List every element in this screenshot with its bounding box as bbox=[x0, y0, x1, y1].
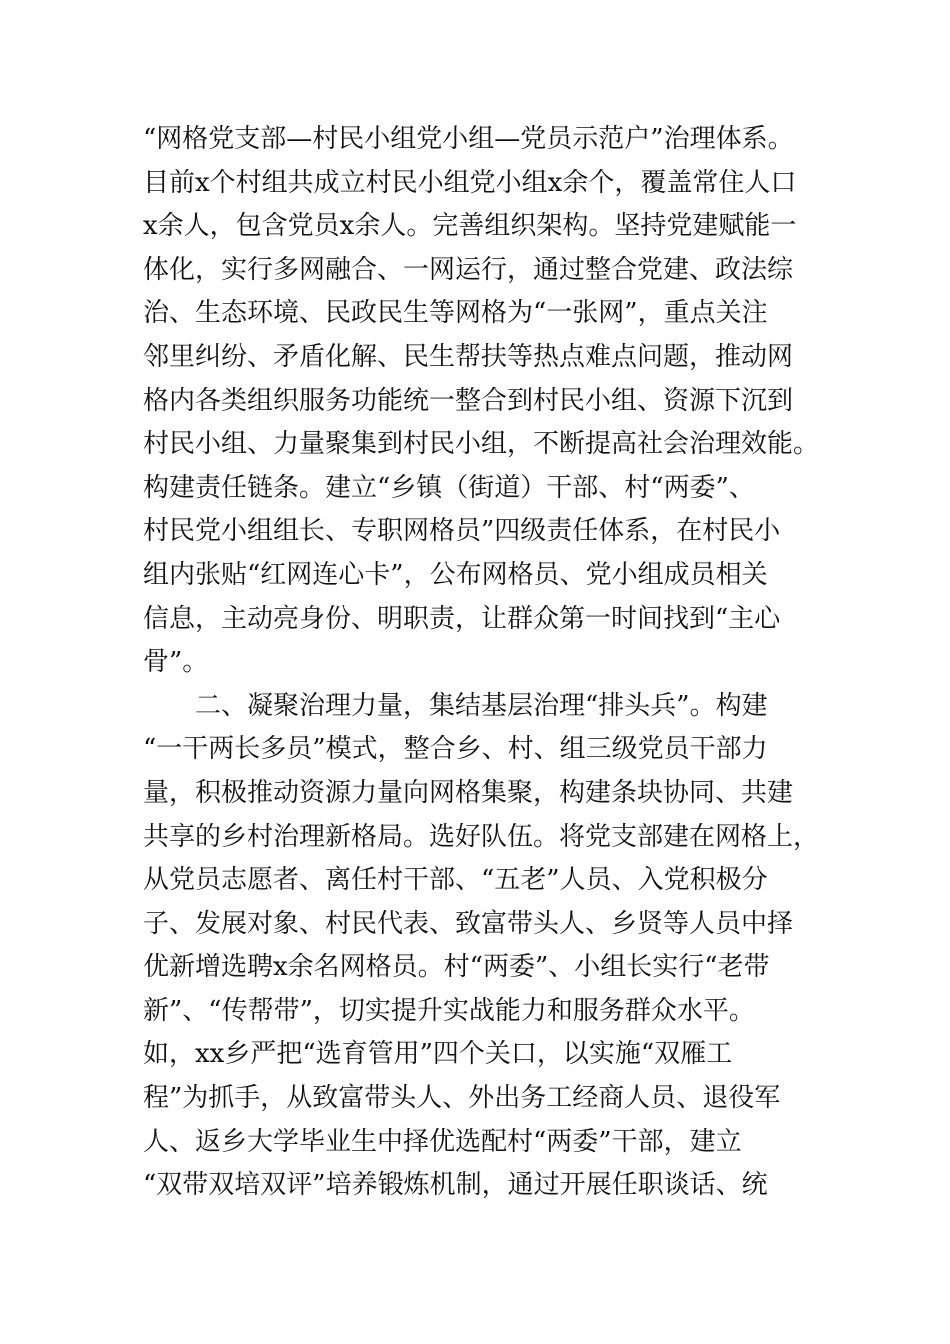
text-line: 组内张贴“红网连心卡”，公布网格员、党小组成员相关 bbox=[143, 559, 768, 590]
text-line: “一干两长多员”模式，整合乡、村、组三级党员干部力 bbox=[143, 734, 768, 765]
text-line: 如，xx乡严把“选育管用”四个关口，以实施“双雁工 bbox=[143, 1039, 733, 1070]
text-line: 量，积极推动资源力量向网格集聚，构建条块协同、共建 bbox=[143, 777, 794, 808]
text-line: 构建责任链条。建立“乡镇（街道）干部、村“两委”、 bbox=[143, 472, 755, 503]
text-line: 信息，主动亮身份、明职责，让群众第一时间找到“主心 bbox=[143, 603, 781, 634]
text-line: 体化，实行多网融合、一网运行，通过整合党建、政法综 bbox=[143, 254, 794, 285]
text-line: x余人，包含党员x余人。完善组织架构。坚持党建赋能一 bbox=[143, 211, 797, 242]
text-line: 从党员志愿者、离任村干部、“五老”人员、入党积极分 bbox=[143, 865, 768, 896]
text-line: 村民党小组组长、专职网格员”四级责任体系，在村民小 bbox=[143, 516, 781, 547]
text-line: 格内各类组织服务功能统一整合到村民小组、资源下沉到 bbox=[143, 385, 794, 416]
section-heading-line: 二、凝聚治理力量，集结基层治理“排头兵”。构建 bbox=[195, 690, 768, 721]
body-text bbox=[143, 118, 820, 1208]
text-line: 邻里纠纷、矛盾化解、民生帮扶等热点难点问题，推动网 bbox=[143, 341, 794, 372]
text-line: 村民小组、力量聚集到村民小组，不断提高社会治理效能。 bbox=[143, 429, 820, 460]
text-line: 新”、“传帮带”，切实提升实战能力和服务群众水平。 bbox=[143, 995, 755, 1026]
text-line: 骨”。 bbox=[143, 647, 209, 678]
text-line: 目前x个村组共成立村民小组党小组x余个，覆盖常住人口 bbox=[143, 167, 797, 198]
text-line: 优新增选聘x余名网格员。村“两委”、小组长实行“老带 bbox=[143, 952, 770, 983]
text-line: “网格党支部—村民小组党小组—党员示范户”治理体系。 bbox=[143, 124, 794, 154]
text-line: 子、发展对象、村民代表、致富带头人、乡贤等人员中择 bbox=[143, 908, 794, 939]
text-line: “双带双培双评”培养锻炼机制，通过开展任职谈话、统 bbox=[143, 1170, 768, 1201]
text-line: 共享的乡村治理新格局。选好队伍。将党支部建在网格上， bbox=[143, 821, 820, 852]
text-line: 治、生态环境、民政民生等网格为“一张网”，重点关注 bbox=[143, 298, 768, 329]
text-line: 人、返乡大学毕业生中择优选配村“两委”干部，建立 bbox=[143, 1126, 742, 1157]
text-line: 程”为抓手，从致富带头人、外出务工经商人员、退役军 bbox=[143, 1083, 781, 1114]
